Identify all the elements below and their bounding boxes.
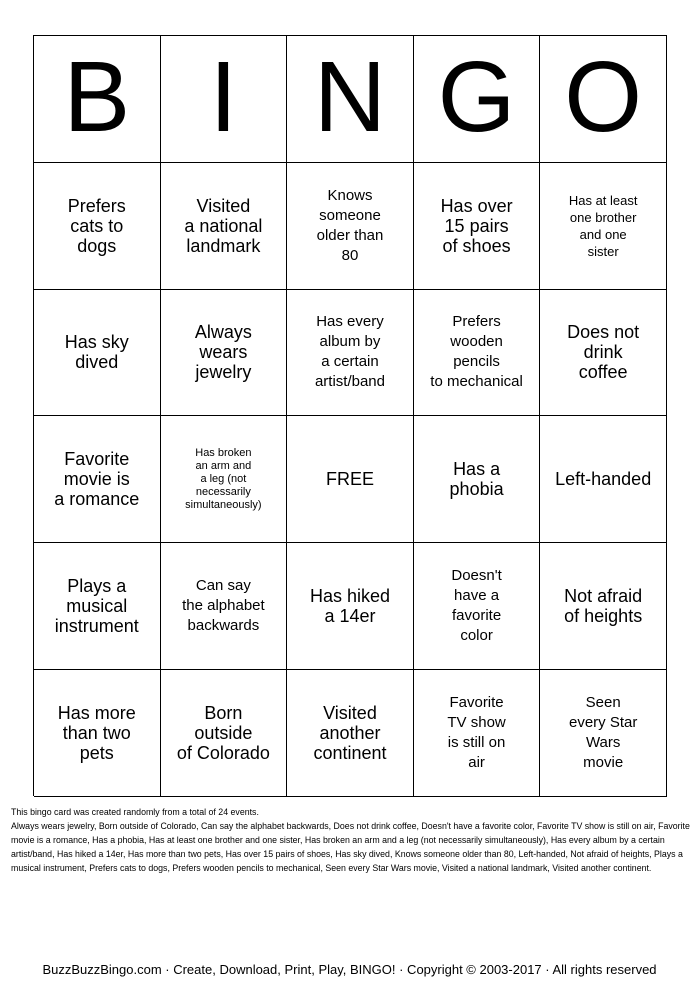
bingo-square: Always wears jewelry [161, 290, 288, 417]
bingo-square: Can say the alphabet backwards [161, 543, 288, 670]
footer: BuzzBuzzBingo.com · Create, Download, Print, Play, BINGO! · Copyright © 2003-2017 · All rights reserved [42, 962, 657, 977]
bingo-square: Has more than two pets [34, 670, 161, 797]
bingo-row [34, 416, 667, 543]
bingo-square: Does not drink coffee [540, 290, 667, 417]
bingo-square: Prefers wooden pencils to mechanical [414, 290, 541, 417]
bingo-square: Left-handed [540, 416, 667, 543]
header-letter-i: I [161, 36, 288, 163]
header-letter-b: B [34, 36, 161, 163]
bingo-square: Plays a musical instrument [34, 543, 161, 670]
bingo-square: Knows someone older than 80 [287, 163, 414, 290]
bingo-square: Seen every Star Wars movie [540, 670, 667, 797]
bingo-square: Has at least one brother and one sister [540, 163, 667, 290]
note-intro: This bingo card was created randomly from a total of 24 events. [11, 807, 259, 817]
bingo-square: Born outside of Colorado [161, 670, 288, 797]
bingo-square: Has sky dived [34, 290, 161, 417]
bingo-row [34, 290, 667, 417]
bingo-square: Not afraid of heights [540, 543, 667, 670]
bingo-row [34, 163, 667, 290]
free-space: FREE [287, 416, 414, 543]
card-note [11, 805, 691, 875]
bingo-square: Has hiked a 14er [287, 543, 414, 670]
header-letter-n: N [287, 36, 414, 163]
bingo-square: Has a phobia [414, 416, 541, 543]
bingo-square: Prefers cats to dogs [34, 163, 161, 290]
bingo-square: Favorite TV show is still on air [414, 670, 541, 797]
bingo-square: Has every album by a certain artist/band [287, 290, 414, 417]
bingo-card [33, 35, 667, 796]
header-letter-o: O [540, 36, 667, 163]
header-row [34, 36, 667, 163]
bingo-square: Visited another continent [287, 670, 414, 797]
bingo-square: Has broken an arm and a leg (not necessarily simultaneously) [161, 416, 288, 543]
header-letter-g: G [414, 36, 541, 163]
bingo-row [34, 670, 667, 797]
bingo-square: Favorite movie is a romance [34, 416, 161, 543]
bingo-grid [34, 163, 667, 797]
note-event-list: Always wears jewelry, Born outside of Colorado, Can say the alphabet backwards, Does not drink coffee, Doesn't have a favorite color, Favorite TV show is still on air, Favorite movie is a romance, Has a phobia, Has at least one brother and one sister, Has broken an arm and a leg (not necessarily simultaneously), Has every album by a certain artist/band, Has hiked a 14er, Has more than two pets, Has over 15 pairs of shoes, Has sky dived, Knows someone older than 80, Left-handed, Not afraid of heights, Plays a musical instrument, Prefers cats to dogs, Prefers wooden pencils to mechanical, Seen every Star Wars movie, Visited a national landmark, Visited another continent. [11, 821, 690, 873]
bingo-square: Visited a national landmark [161, 163, 288, 290]
bingo-square: Has over 15 pairs of shoes [414, 163, 541, 290]
bingo-row [34, 543, 667, 670]
bingo-square: Doesn't have a favorite color [414, 543, 541, 670]
